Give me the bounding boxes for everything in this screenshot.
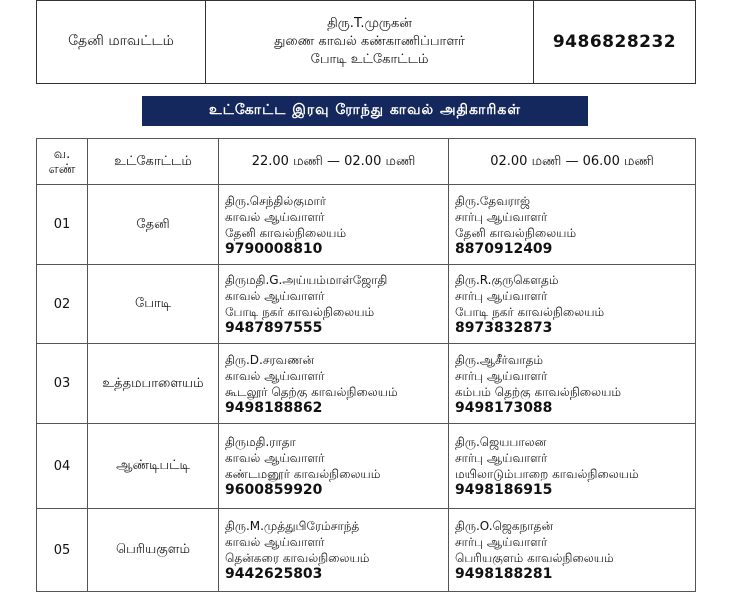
row-subdivision: ஆண்டிபட்டி: [88, 424, 219, 509]
officer-phone: 9498188862: [225, 399, 323, 416]
banner-title: உட்கோட்ட இரவு ரோந்து காவல் அதிகாரிகள்: [142, 96, 588, 126]
officer-designation: சார்பு ஆய்வாளர்: [455, 209, 548, 224]
sno-header: [37, 139, 88, 185]
officer-phone: 9487897555: [225, 320, 323, 336]
officer-phone: 9790008810: [225, 240, 323, 257]
officer-phone: 9498186915: [455, 482, 553, 498]
officer-phone: 9498173088: [455, 399, 553, 416]
shift2-officer: [449, 509, 696, 592]
shift1-officer: [219, 509, 449, 592]
officer-name: திரு.ஆசீர்வாதம்: [455, 352, 544, 367]
officer-station: பெரியகுளம் காவல்நிலையம்: [455, 551, 614, 565]
officer-name: திரு.O.ஜெகநாதன்: [455, 519, 553, 533]
shift1-officer: [219, 265, 449, 344]
officer-designation: சார்பு ஆய்வாளர்: [455, 535, 548, 549]
officer-name: திரு.D.சரவணன்: [225, 352, 315, 367]
row-subdivision: தேனி: [88, 185, 219, 265]
header-table: [36, 0, 696, 84]
officer-name: திருமதி.ராதா: [225, 435, 296, 449]
officer-name: திரு.தேவராஜ்: [455, 193, 531, 208]
officer-station: போடி நகர் காவல்நிலையம்: [225, 305, 375, 319]
duty-table: [36, 138, 696, 592]
officer-station: தென்கரை காவல்நிலையம்: [225, 551, 370, 565]
sno-header-line2: எண்: [48, 161, 76, 177]
table-row: [37, 509, 696, 592]
officer-designation: காவல் ஆய்வாளர்: [225, 209, 325, 224]
officer-phone: 9498188281: [455, 566, 553, 582]
officer-name: திரு.M.முத்துபிரேம்சாந்த்: [225, 519, 360, 533]
shift2-officer: [449, 424, 696, 509]
row-sno: 05: [37, 509, 88, 592]
officer-designation: காவல் ஆய்வாளர்: [225, 451, 325, 465]
officer-station: கூடலூர் தெற்கு காவல்நிலையம்: [225, 384, 398, 399]
table-row: [37, 265, 696, 344]
officer-name: திரு.ஜெயபாலன: [455, 435, 547, 449]
row-subdivision: உத்தமபாளையம்: [88, 344, 219, 424]
table-header-row: [37, 139, 696, 185]
table-row: [37, 185, 696, 265]
officer-office: போடி உட்கோட்டம்: [310, 52, 429, 67]
officer-designation: சார்பு ஆய்வாளர்: [455, 451, 548, 465]
shift2-officer: [449, 265, 696, 344]
shift1-officer: [219, 424, 449, 509]
shift2-officer: [449, 185, 696, 265]
shift1-officer: [219, 344, 449, 424]
officer-designation: சார்பு ஆய்வாளர்: [455, 368, 548, 383]
officer-block: [206, 1, 534, 84]
officer-phone: 8973832873: [455, 320, 553, 336]
officer-name: திரு.T.முருகன்: [327, 16, 412, 31]
subdivision-header: உட்கோட்டம்: [88, 139, 219, 185]
row-sno: 01: [37, 185, 88, 265]
officer-station: போடி நகர் காவல்நிலையம்: [455, 305, 605, 319]
officer-designation: காவல் ஆய்வாளர்: [225, 289, 325, 303]
sno-header-line1: வ.: [53, 146, 71, 162]
row-subdivision: பெரியகுளம்: [88, 509, 219, 592]
shift2-officer: [449, 344, 696, 424]
row-sno: 02: [37, 265, 88, 344]
officer-station: கம்பம் தெற்கு காவல்நிலையம்: [455, 384, 622, 399]
table-row: [37, 424, 696, 509]
officer-station: தேனி காவல்நிலையம்: [225, 225, 347, 240]
officer-name: திரு.R.குருகௌதம்: [455, 273, 559, 287]
officer-phone: 9486828232: [534, 1, 696, 84]
officer-designation: சார்பு ஆய்வாளர்: [455, 289, 548, 303]
officer-name: திருமதி.G.அய்யம்மாள்ஜோதி: [225, 273, 388, 287]
officer-station: தேனி காவல்நிலையம்: [455, 225, 577, 240]
officer-designation: துணை காவல் கண்காணிப்பாளர்: [274, 34, 465, 49]
officer-phone: 9442625803: [225, 566, 323, 582]
row-subdivision: போடி: [88, 265, 219, 344]
officer-station: கண்டமனூர் காவல்நிலையம்: [225, 467, 381, 481]
shift1-header: 22.00 மணி — 02.00 மணி: [219, 139, 449, 185]
table-row: [37, 344, 696, 424]
officer-designation: காவல் ஆய்வாளர்: [225, 368, 325, 383]
officer-phone: 8870912409: [455, 240, 553, 257]
officer-station: மயிலாடும்பாறை காவல்நிலையம்: [455, 467, 639, 481]
row-sno: 03: [37, 344, 88, 424]
row-sno: 04: [37, 424, 88, 509]
shift2-header: 02.00 மணி — 06.00 மணி: [449, 139, 696, 185]
district-name: தேனி மாவட்டம்: [37, 1, 206, 84]
officer-name: திரு.செந்தில்குமார்: [225, 193, 327, 208]
header-row: [37, 1, 696, 84]
shift1-officer: [219, 185, 449, 265]
officer-phone: 9600859920: [225, 482, 323, 498]
officer-designation: காவல் ஆய்வாளர்: [225, 535, 325, 549]
